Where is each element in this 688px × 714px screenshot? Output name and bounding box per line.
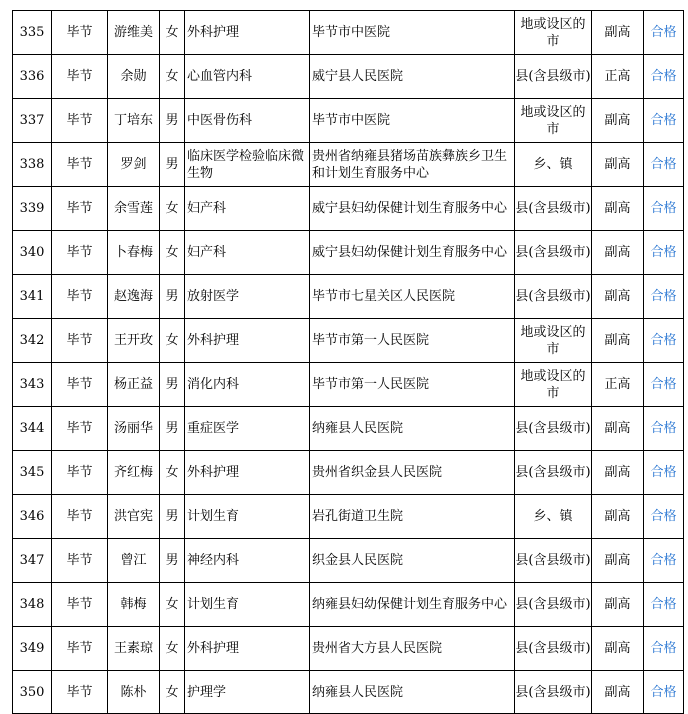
cell-gender: 男: [160, 407, 185, 451]
cell-result: 合格: [644, 451, 684, 495]
cell-number: 339: [13, 187, 52, 231]
cell-gender: 男: [160, 275, 185, 319]
cell-unit: 贵州省大方县人民医院: [310, 627, 515, 671]
cell-number: 337: [13, 99, 52, 143]
table-row: [13, 451, 684, 495]
cell-result: 合格: [644, 363, 684, 407]
table-row: [13, 319, 684, 363]
cell-unit: 贵州省纳雍县猪场苗族彝族乡卫生和计划生育服务中心: [310, 143, 515, 187]
cell-gender: 男: [160, 495, 185, 539]
cell-unit: 威宁县妇幼保健计划生育服务中心: [310, 187, 515, 231]
cell-level: 县(含县级市): [515, 187, 592, 231]
table-row: [13, 11, 684, 55]
cell-result: 合格: [644, 11, 684, 55]
cell-level: 乡、镇: [515, 495, 592, 539]
table-row: [13, 275, 684, 319]
cell-title: 副高: [592, 495, 644, 539]
cell-title: 副高: [592, 99, 644, 143]
cell-specialty: 妇产科: [185, 187, 310, 231]
cell-unit: 威宁县妇幼保健计划生育服务中心: [310, 231, 515, 275]
cell-name: 汤丽华: [108, 407, 160, 451]
table-row: [13, 495, 684, 539]
cell-level: 县(含县级市): [515, 627, 592, 671]
cell-title: 副高: [592, 627, 644, 671]
cell-title: 副高: [592, 539, 644, 583]
cell-title: 副高: [592, 319, 644, 363]
cell-city: 毕节: [52, 99, 108, 143]
table-row: [13, 539, 684, 583]
cell-level: 县(含县级市): [515, 231, 592, 275]
table-row: [13, 671, 684, 714]
cell-gender: 女: [160, 319, 185, 363]
cell-title: 副高: [592, 583, 644, 627]
cell-specialty: 计划生育: [185, 495, 310, 539]
cell-city: 毕节: [52, 363, 108, 407]
cell-gender: 女: [160, 627, 185, 671]
cell-number: 350: [13, 671, 52, 714]
cell-number: 348: [13, 583, 52, 627]
cell-city: 毕节: [52, 275, 108, 319]
cell-level: 县(含县级市): [515, 451, 592, 495]
cell-unit: 纳雍县人民医院: [310, 671, 515, 714]
cell-gender: 女: [160, 231, 185, 275]
cell-number: 335: [13, 11, 52, 55]
cell-unit: 织金县人民医院: [310, 539, 515, 583]
cell-city: 毕节: [52, 627, 108, 671]
cell-name: 赵逸海: [108, 275, 160, 319]
cell-unit: 贵州省织金县人民医院: [310, 451, 515, 495]
table-row: [13, 143, 684, 187]
cell-title: 副高: [592, 11, 644, 55]
cell-unit: 威宁县人民医院: [310, 55, 515, 99]
cell-result: 合格: [644, 143, 684, 187]
cell-city: 毕节: [52, 319, 108, 363]
cell-title: 副高: [592, 451, 644, 495]
cell-result: 合格: [644, 275, 684, 319]
cell-result: 合格: [644, 187, 684, 231]
cell-specialty: 计划生育: [185, 583, 310, 627]
cell-specialty: 中医骨伤科: [185, 99, 310, 143]
cell-gender: 女: [160, 11, 185, 55]
cell-city: 毕节: [52, 407, 108, 451]
cell-specialty: 妇产科: [185, 231, 310, 275]
cell-number: 336: [13, 55, 52, 99]
cell-number: 343: [13, 363, 52, 407]
cell-city: 毕节: [52, 495, 108, 539]
cell-level: 县(含县级市): [515, 407, 592, 451]
cell-result: 合格: [644, 99, 684, 143]
cell-gender: 女: [160, 583, 185, 627]
cell-title: 副高: [592, 231, 644, 275]
cell-result: 合格: [644, 319, 684, 363]
cell-unit: 纳雍县人民医院: [310, 407, 515, 451]
cell-gender: 男: [160, 363, 185, 407]
cell-result: 合格: [644, 407, 684, 451]
cell-title: 副高: [592, 671, 644, 714]
cell-number: 347: [13, 539, 52, 583]
cell-city: 毕节: [52, 231, 108, 275]
cell-level: 县(含县级市): [515, 55, 592, 99]
cell-unit: 纳雍县妇幼保健计划生育服务中心: [310, 583, 515, 627]
cell-gender: 女: [160, 55, 185, 99]
cell-specialty: 外科护理: [185, 627, 310, 671]
cell-name: 王素琼: [108, 627, 160, 671]
cell-specialty: 心血管内科: [185, 55, 310, 99]
cell-level: 县(含县级市): [515, 539, 592, 583]
cell-level: 地或设区的市: [515, 99, 592, 143]
cell-level: 地或设区的市: [515, 319, 592, 363]
cell-name: 王开玫: [108, 319, 160, 363]
cell-title: 副高: [592, 187, 644, 231]
cell-number: 345: [13, 451, 52, 495]
cell-number: 349: [13, 627, 52, 671]
cell-gender: 男: [160, 143, 185, 187]
cell-number: 346: [13, 495, 52, 539]
cell-level: 县(含县级市): [515, 671, 592, 714]
cell-name: 杨正益: [108, 363, 160, 407]
table-row: [13, 583, 684, 627]
table-row: [13, 407, 684, 451]
cell-name: 卜春梅: [108, 231, 160, 275]
cell-city: 毕节: [52, 143, 108, 187]
cell-title: 副高: [592, 143, 644, 187]
cell-result: 合格: [644, 627, 684, 671]
cell-unit: 毕节市第一人民医院: [310, 319, 515, 363]
table-row: [13, 55, 684, 99]
cell-name: 游维美: [108, 11, 160, 55]
cell-result: 合格: [644, 55, 684, 99]
table-row: [13, 99, 684, 143]
cell-title: 副高: [592, 407, 644, 451]
cell-gender: 男: [160, 99, 185, 143]
cell-specialty: 临床医学检验临床微生物: [185, 143, 310, 187]
cell-name: 韩梅: [108, 583, 160, 627]
cell-level: 地或设区的市: [515, 363, 592, 407]
cell-level: 县(含县级市): [515, 583, 592, 627]
cell-level: 县(含县级市): [515, 275, 592, 319]
cell-specialty: 护理学: [185, 671, 310, 714]
cell-specialty: 放射医学: [185, 275, 310, 319]
table-row: [13, 231, 684, 275]
cell-level: 乡、镇: [515, 143, 592, 187]
cell-city: 毕节: [52, 539, 108, 583]
cell-unit: 岩孔街道卫生院: [310, 495, 515, 539]
cell-city: 毕节: [52, 187, 108, 231]
cell-number: 344: [13, 407, 52, 451]
cell-gender: 女: [160, 671, 185, 714]
cell-city: 毕节: [52, 583, 108, 627]
cell-result: 合格: [644, 539, 684, 583]
cell-name: 齐红梅: [108, 451, 160, 495]
cell-gender: 男: [160, 539, 185, 583]
cell-specialty: 重症医学: [185, 407, 310, 451]
cell-name: 余勋: [108, 55, 160, 99]
cell-name: 余雪莲: [108, 187, 160, 231]
results-table: [12, 10, 684, 714]
table-row: [13, 363, 684, 407]
cell-unit: 毕节市中医院: [310, 99, 515, 143]
cell-name: 罗剑: [108, 143, 160, 187]
cell-city: 毕节: [52, 451, 108, 495]
cell-specialty: 外科护理: [185, 11, 310, 55]
cell-gender: 女: [160, 187, 185, 231]
cell-city: 毕节: [52, 671, 108, 714]
cell-unit: 毕节市中医院: [310, 11, 515, 55]
cell-specialty: 消化内科: [185, 363, 310, 407]
cell-result: 合格: [644, 671, 684, 714]
cell-number: 340: [13, 231, 52, 275]
cell-specialty: 神经内科: [185, 539, 310, 583]
cell-city: 毕节: [52, 55, 108, 99]
cell-title: 正高: [592, 363, 644, 407]
cell-name: 洪官宪: [108, 495, 160, 539]
cell-title: 副高: [592, 275, 644, 319]
cell-specialty: 外科护理: [185, 319, 310, 363]
cell-title: 正高: [592, 55, 644, 99]
cell-number: 338: [13, 143, 52, 187]
cell-specialty: 外科护理: [185, 451, 310, 495]
cell-unit: 毕节市第一人民医院: [310, 363, 515, 407]
cell-result: 合格: [644, 583, 684, 627]
cell-result: 合格: [644, 231, 684, 275]
cell-number: 341: [13, 275, 52, 319]
cell-unit: 毕节市七星关区人民医院: [310, 275, 515, 319]
table-row: [13, 627, 684, 671]
cell-gender: 女: [160, 451, 185, 495]
cell-number: 342: [13, 319, 52, 363]
cell-result: 合格: [644, 495, 684, 539]
table-row: [13, 187, 684, 231]
cell-level: 地或设区的市: [515, 11, 592, 55]
cell-name: 丁培东: [108, 99, 160, 143]
cell-name: 陈朴: [108, 671, 160, 714]
cell-city: 毕节: [52, 11, 108, 55]
cell-name: 曾江: [108, 539, 160, 583]
